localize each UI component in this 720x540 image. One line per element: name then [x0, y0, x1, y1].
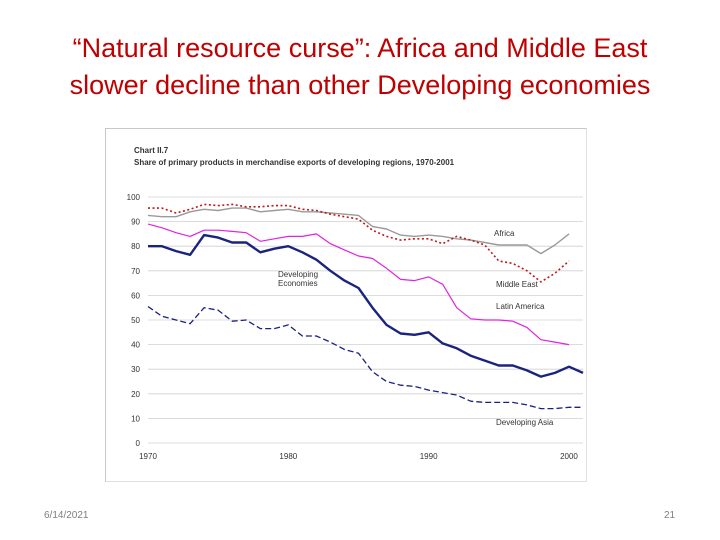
y-tick-label: 40 — [131, 340, 140, 350]
chart-number: Chart II.7 — [134, 146, 169, 155]
y-tick-label: 10 — [131, 414, 140, 424]
slide-title — [20, 30, 700, 104]
x-tick-label: 1970 — [139, 452, 157, 461]
series-label-middle-east: Middle East — [496, 280, 538, 289]
y-tick-label: 100 — [126, 193, 140, 202]
series-label-africa: Africa — [494, 229, 515, 238]
x-tick-label: 1990 — [419, 452, 438, 461]
y-tick-label: 50 — [131, 316, 140, 325]
y-tick-label: 20 — [131, 389, 140, 399]
slide-page-number: 21 — [664, 510, 676, 521]
series-label-developing-economies: Developing Economies — [278, 270, 319, 288]
y-tick-label: 0 — [135, 439, 140, 448]
gridlines — [148, 197, 583, 443]
chart-frame — [105, 128, 587, 482]
slide-title-line-1: “Natural resource curse”: Africa and Middle East — [72, 33, 648, 63]
series-labels — [278, 229, 554, 427]
y-tick-label: 60 — [131, 291, 140, 301]
line-chart — [106, 129, 586, 481]
x-tick-label: 2000 — [560, 452, 578, 461]
series-label-latin-america: Latin America — [496, 302, 545, 311]
y-tick-label: 30 — [131, 365, 140, 375]
series-line-developing-asia — [148, 307, 583, 409]
slide-date: 6/14/2021 — [44, 510, 89, 521]
y-tick-label: 90 — [131, 217, 140, 227]
y-tick-label: 70 — [131, 266, 140, 276]
y-axis-ticks — [127, 193, 141, 448]
x-tick-label: 1980 — [279, 452, 298, 461]
y-tick-label: 80 — [131, 242, 140, 252]
x-axis-ticks — [139, 452, 578, 461]
slide-title-line-2: slower decline than other Developing economies — [69, 70, 651, 100]
series-label-developing-asia: Developing Asia — [496, 418, 554, 427]
chart-title: Share of primary products in merchandise exports of developing regions, 1970-2001 — [134, 158, 455, 167]
